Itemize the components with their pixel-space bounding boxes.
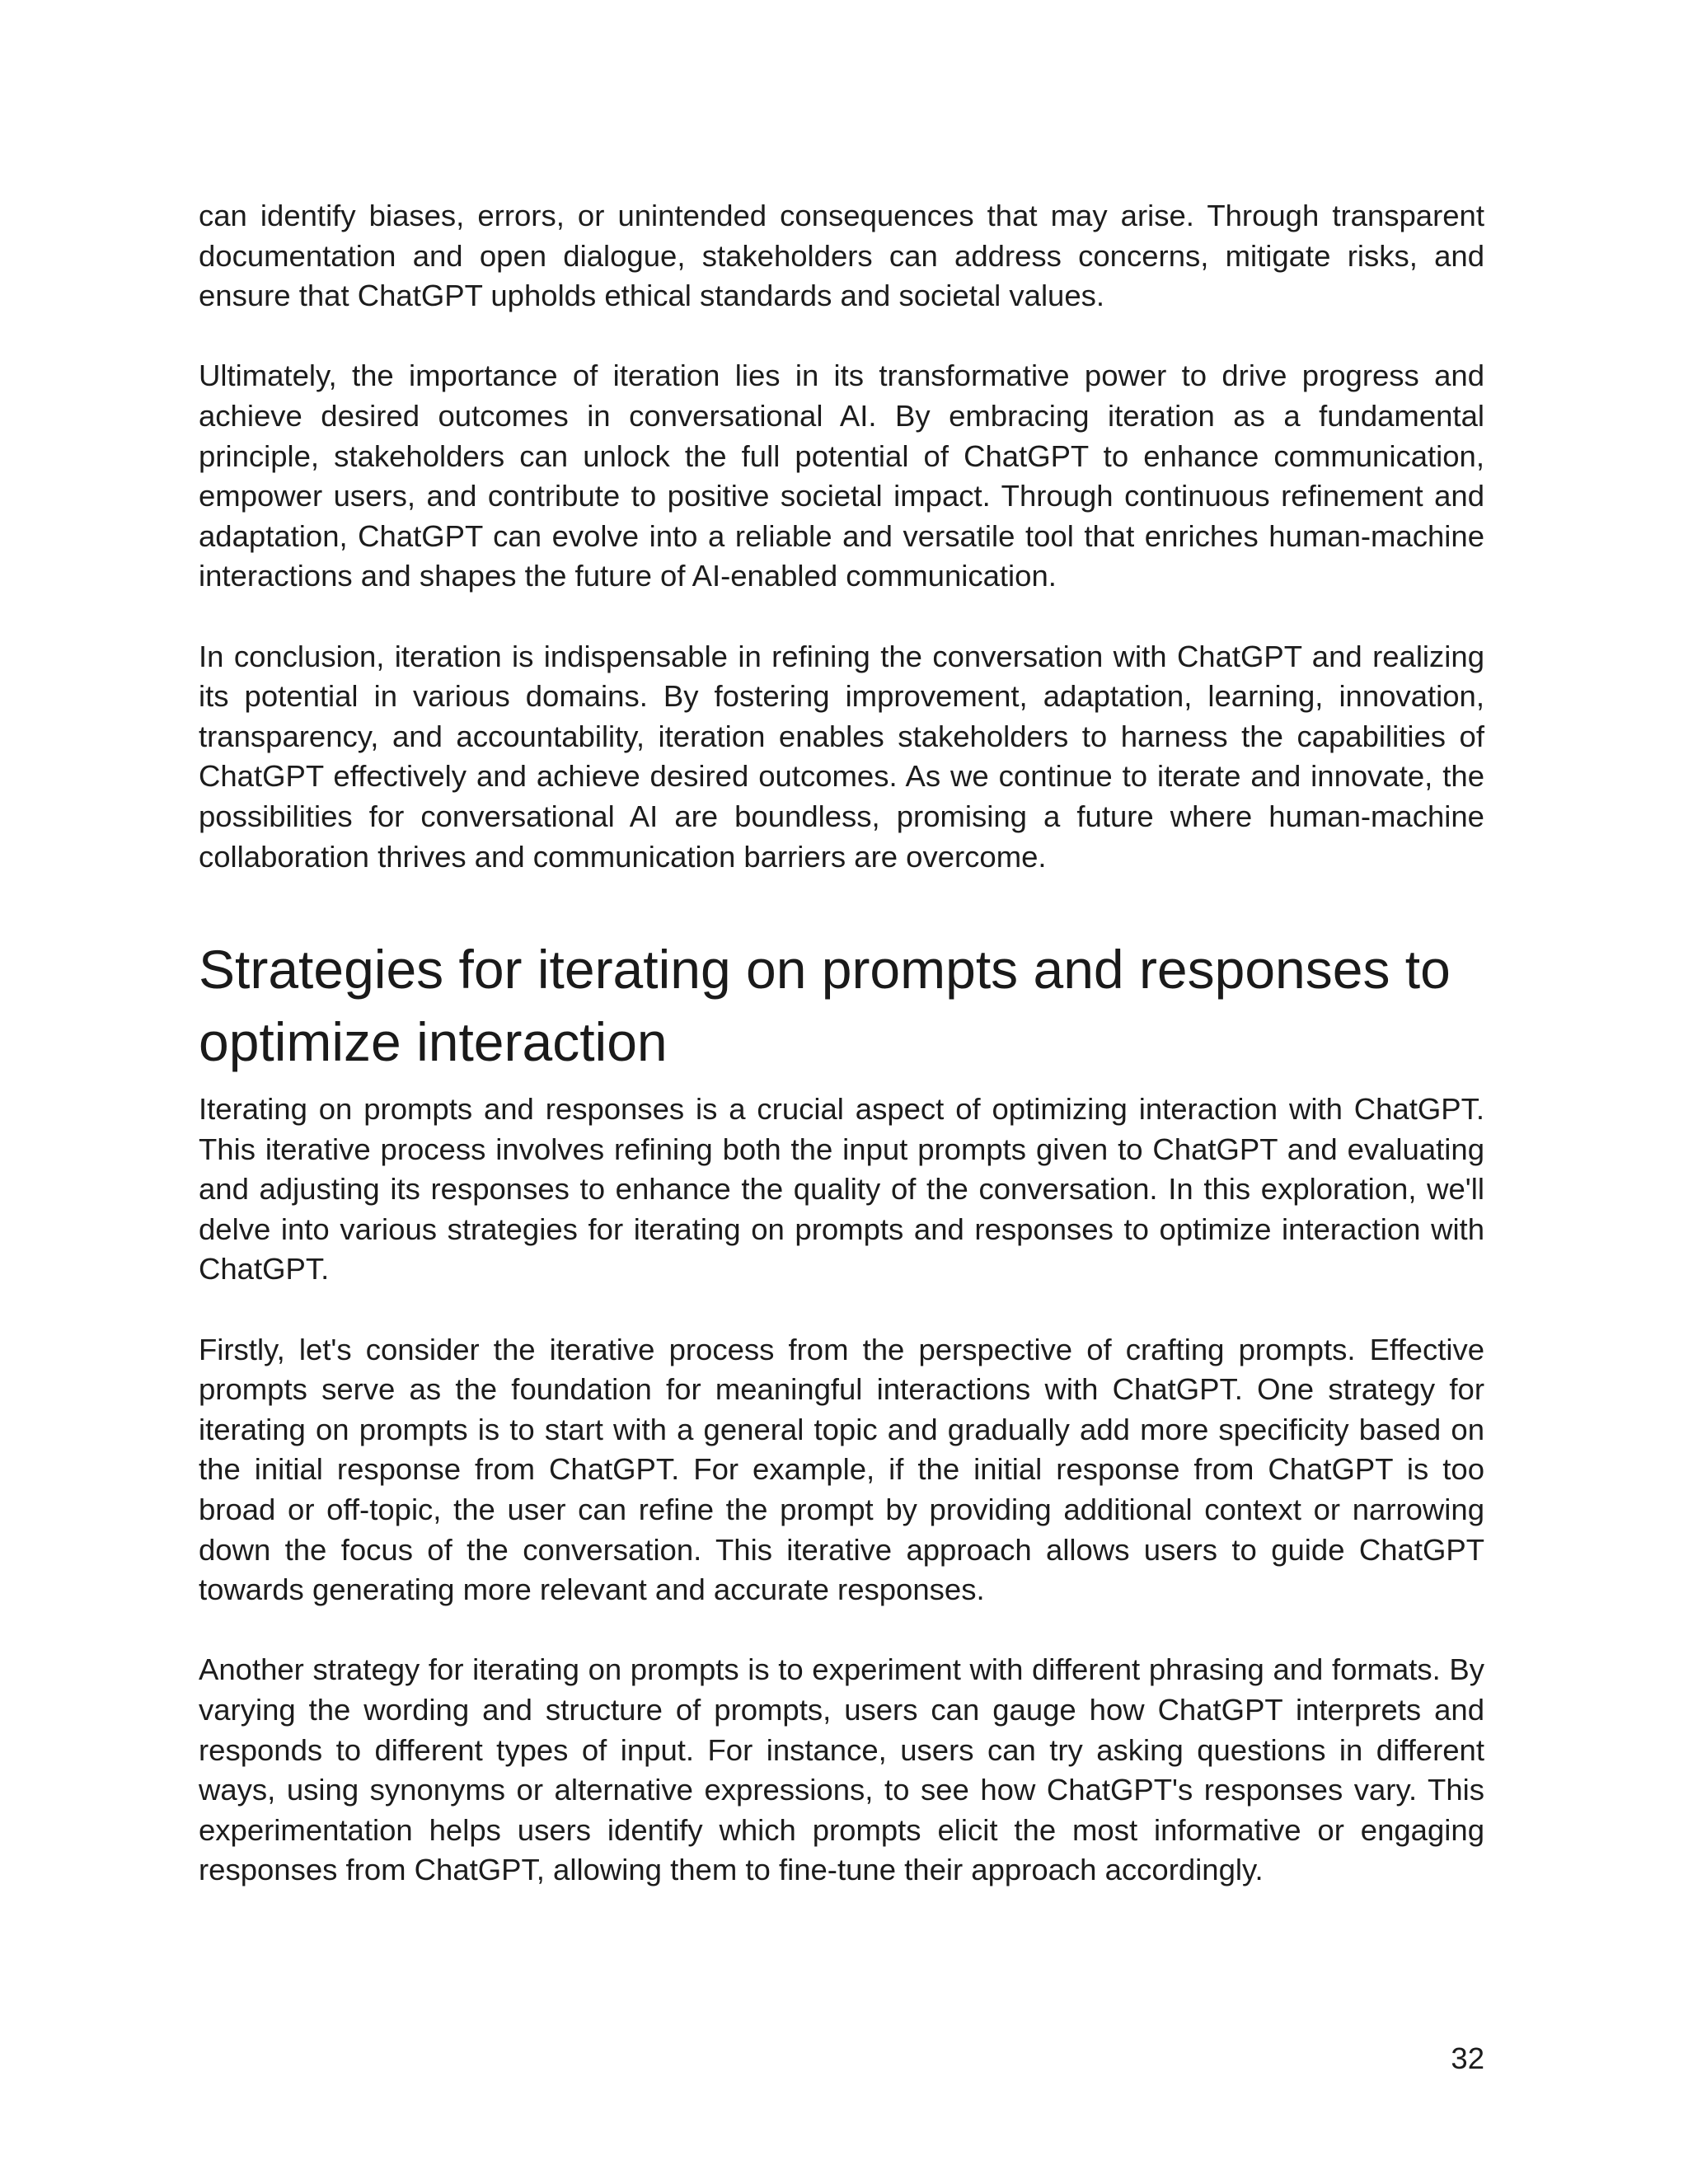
page-content [199,196,1484,1891]
section-heading: Strategies for iterating on prompts and responses to optimize interaction [199,939,1451,1073]
body-paragraph: Iterating on prompts and responses is a crucial aspect of optimizing interaction with ChatGPT. This iterative process involves refining both the input prompts given to ChatGPT and evaluating and adjusting its responses to enhance the quality of the conversation. In this exploration, we'll delve into various strategies for iterating on prompts and responses to optimize interaction with ChatGPT. [199,1092,1484,1286]
body-paragraph: Ultimately, the importance of iteration lies in its transformative power to drive progress and achieve desired outcomes in conversational AI. By embracing iteration as a fundamental principle, stakeholders can unlock the full potential of ChatGPT to enhance communication, empower users, and contribute to positive societal impact. Through continuous refinement and adaptation, ChatGPT can evolve into a reliable and versatile tool that enriches human-machine interactions and shapes the future of AI-enabled communication. [199,359,1484,593]
body-paragraph: Another strategy for iterating on prompts is to experiment with different phrasing and formats. By varying the wording and structure of prompts, users can gauge how ChatGPT interprets and responds to different types of input. For instance, users can try asking questions in different ways, using synonyms or alternative expressions, to see how ChatGPT's responses vary. This experimentation helps users identify which prompts elicit the most informative or engaging responses from ChatGPT, allowing them to fine-tune their approach accordingly. [199,1652,1484,1887]
body-paragraph: Firstly, let's consider the iterative process from the perspective of crafting prompts. Effective prompts serve as the foundation for meaningful interactions with ChatGPT. One strategy for iterating on prompts is to start with a general topic and gradually add more specificity based on the initial response from ChatGPT. For example, if the initial response from ChatGPT is too broad or off-topic, the user can refine the prompt by providing additional context or narrowing down the focus of the conversation. This iterative approach allows users to guide ChatGPT towards generating more relevant and accurate responses. [199,1332,1484,1607]
body-paragraph: In conclusion, iteration is indispensable in refining the conversation with ChatGPT and realizing its potential in various domains. By fostering improvement, adaptation, learning, innovation, transparency, and accountability, iteration enables stakeholders to harness the capabilities of ChatGPT effectively and achieve desired outcomes. As we continue to iterate and innovate, the possibilities for conversational AI are boundless, promising a future where human-machine collaboration thrives and communication barriers are overcome. [199,639,1484,874]
body-paragraph: can identify biases, errors, or unintended consequences that may arise. Through transparent documentation and open dialogue, stakeholders can address concerns, mitigate risks, and ensure that ChatGPT upholds ethical standards and societal values. [199,199,1484,313]
page-number: 32 [1451,2041,1484,2075]
